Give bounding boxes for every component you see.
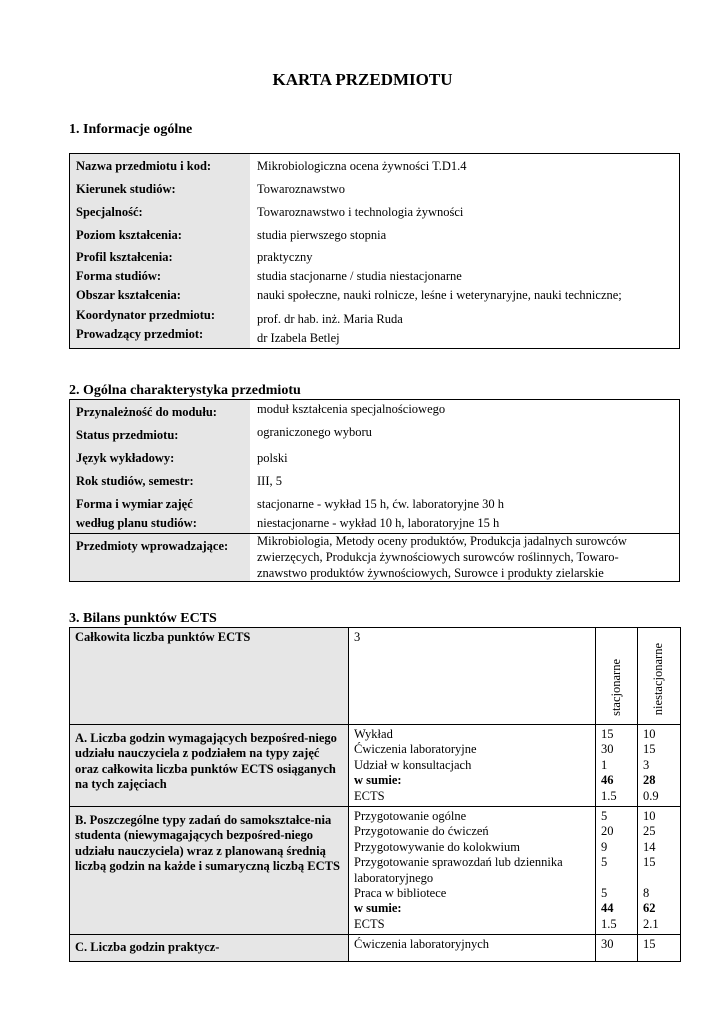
prereq-line-2: zwierzęcych, Produkcja żywnościowych surowców roślinnych, Towaro- [257,550,619,564]
b-item: Przygotowanie do ćwiczeń [354,824,489,839]
label-kierunek: Kierunek studiów: [76,182,176,196]
prereq-line-3: znawstwo produktów żywnościowych, Surowce i produkty zielarskie [257,566,604,580]
label-poziom: Poziom kształcenia: [76,228,182,242]
value-forma: studia stacjonarne / studia niestacjonarne [257,269,462,283]
b-niestac-value: 25 [643,824,656,839]
b-item: Praca w bibliotece [354,886,447,901]
value-poziom: studia pierwszego stopnia [257,228,387,242]
value-niestacjonarne: niestacjonarne - wykład 10 h, laboratoryjne 15 h [257,516,500,530]
ects-b-stac [596,807,638,935]
a-item: ECTS [354,788,385,803]
b-stac-value: 9 [601,839,608,854]
ects-a-label: A. Liczba godzin wymagających bezpośred-niego udziału nauczyciela z podziałem na typy zajęć oraz całkowita liczba punktów ECTS osiąganych na tych zajęciach [70,725,349,807]
label-nazwa: Nazwa przedmiotu i kod: [76,159,212,173]
a-item-sum: w sumie: [354,773,402,788]
label-obszar: Obszar kształcenia: [76,288,181,302]
a-stac-value: 15 [601,727,614,741]
b-item: Przygotowywanie do kolokwium [354,839,520,854]
ects-row-a [70,725,681,807]
b-stac-value: 5 [601,886,608,901]
b-item: Przygotowanie sprawozdań lub dziennika laboratoryjnego [354,855,563,885]
col-niestacjonarne-header [638,628,681,725]
section3-heading: 3. Bilans punktów ECTS [69,611,217,626]
ects-c-item: Ćwiczenia laboratoryjnych [349,935,596,961]
value-status: ograniczonego wyboru [257,425,372,439]
value-modul: moduł kształcenia specjalnościowego [257,402,446,416]
a-niestac-value: 10 [643,727,656,741]
value-nazwa: Mikrobiologiczna ocena żywności T.D1.4 [257,159,467,173]
a-niestac-sum: 28 [643,773,656,788]
b-stac-value: 20 [601,824,614,839]
a-item: Ćwiczenia laboratoryjne [354,742,477,757]
ects-row-c [70,935,681,961]
ects-c-label: C. Liczba godzin praktycz- [70,935,349,961]
ects-a-niestac [638,725,681,807]
b-stac-blank [601,871,632,886]
col-niestacjonarne-label: niestacjonarne [651,643,666,716]
value-profil: praktyczny [257,250,313,264]
b-stac-value: 5 [601,855,608,870]
a-stac-sum: 46 [601,773,614,788]
section1-heading: 1. Informacje ogólne [69,122,193,137]
a-niestac-value: 15 [643,742,656,757]
b-niestac-value: 15 [643,855,656,870]
a-item: Udział w konsultacjach [354,757,472,772]
b-item: Przygotowanie ogólne [354,809,467,824]
value-koordynator: prof. dr hab. inż. Maria Ruda [257,312,403,326]
b-niestac-value: 14 [643,839,656,854]
section2-heading: 2. Ogólna charakterystyka przedmiotu [69,383,301,398]
label-forma-wymiar: Forma i wymiar zajęć [76,497,193,511]
b-niestac-value: 10 [643,809,656,824]
a-stac-value: 1 [601,757,608,772]
ects-total-row [70,628,681,725]
ects-a-items [349,725,596,807]
label-modul: Przynależność do modułu: [76,405,217,419]
value-obszar: nauki społeczne, nauki rolnicze, leśne i weterynaryjne, nauki techniczne; [257,288,622,302]
ects-b-items [349,807,596,935]
label-koordynator: Koordynator przedmiotu: [76,308,215,322]
page-title: KARTA PRZEDMIOTU [272,70,453,89]
a-stac-ects: 1.5 [601,788,617,803]
value-prowadzacy: dr Izabela Betlej [257,331,340,345]
b-niestac-sum: 62 [643,901,656,916]
col-stacjonarne-header [596,628,638,725]
label-prereq: Przedmioty wprowadzające: [76,539,229,553]
value-jezyk: polski [257,451,288,465]
ects-row-b [70,807,681,935]
prereq-line-1: Mikrobiologia, Metody oceny produktów, Produkcja jadalnych surowców [257,534,627,548]
value-rok: III, 5 [257,474,282,488]
ects-total-label: Całkowita liczba punktów ECTS [70,628,349,725]
label-specjalnosc: Specjalność: [76,205,143,219]
b-item: ECTS [354,916,385,931]
label-prowadzacy: Prowadzący przedmiot: [76,327,204,341]
ects-b-niestac [638,807,681,935]
ects-b-label: B. Poszczególne typy zadań do samokształce-nia studenta (niewymagających bezpośred-niego udziału nauczyciela) wraz z planowaną średnią liczbą godzin na każde i sumaryczną liczbą ECTS [70,807,349,935]
ects-c-stac: 30 [596,935,638,961]
label-plan: według planu studiów: [76,516,197,530]
value-specjalnosc: Towaroznawstwo i technologia żywności [257,205,464,219]
ects-a-stac [596,725,638,807]
b-stac-sum: 44 [601,901,614,916]
value-kierunek: Towaroznawstwo [257,182,345,196]
b-niestac-ects: 2.1 [643,916,659,931]
a-niestac-value: 3 [643,757,650,772]
b-stac-ects: 1.5 [601,916,617,931]
ects-total-value: 3 [349,628,596,725]
label-rok: Rok studiów, semestr: [76,474,194,488]
label-jezyk: Język wykładowy: [76,451,175,465]
b-item-sum: w sumie: [354,901,402,916]
label-forma: Forma studiów: [76,269,162,283]
a-niestac-ects: 0.9 [643,788,659,803]
col-stacjonarne-label: stacjonarne [608,658,623,716]
a-stac-value: 30 [601,742,614,757]
label-status: Status przedmiotu: [76,428,179,442]
b-niestac-value: 8 [643,886,650,901]
a-item: Wykład [354,727,393,741]
b-stac-value: 5 [601,809,608,824]
b-niestac-blank [643,871,675,886]
ects-c-niestac: 15 [638,935,681,961]
ects-table [69,627,681,962]
label-profil: Profil kształcenia: [76,250,173,264]
value-stacjonarne: stacjonarne - wykład 15 h, ćw. laboratoryjne 30 h [257,497,505,511]
